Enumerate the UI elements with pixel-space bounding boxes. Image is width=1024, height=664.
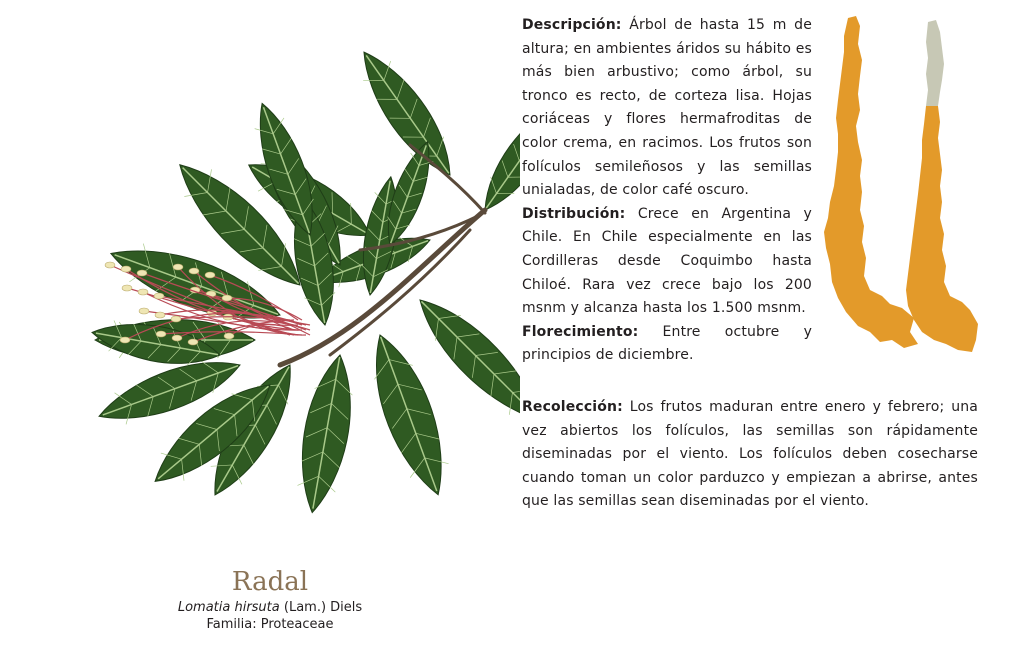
flower-bud bbox=[138, 289, 148, 295]
map-chile-distribution-right bbox=[906, 20, 978, 352]
flower-bud bbox=[137, 270, 147, 276]
flower-bud bbox=[171, 316, 181, 322]
chile-map-distribution-area bbox=[906, 106, 978, 352]
recoleccion-paragraph bbox=[522, 396, 978, 514]
flower-bud bbox=[105, 262, 115, 268]
flower-bud bbox=[155, 312, 165, 318]
map-chile-distribution-left bbox=[824, 16, 918, 348]
scientific-name: Lomatia hirsuta bbox=[177, 600, 280, 615]
leaf bbox=[472, 94, 520, 219]
leaf bbox=[291, 351, 361, 516]
flower-bud bbox=[224, 333, 234, 339]
flower-bud bbox=[189, 268, 199, 274]
flower-bud bbox=[188, 339, 198, 345]
distribucion-heading: Distribución: bbox=[522, 205, 626, 222]
flower-bud bbox=[120, 337, 130, 343]
flower-bud bbox=[121, 266, 131, 272]
descripcion-text: Árbol de hasta 15 m de altura; en ambientes áridos su hábito es más bien arbustivo; como árbol, su tronco es recto, de corteza lisa. Hojas coriáceas y flores hermafroditas de color crema, en racimos. Los frutos son folículos semileñosos y las semillas unialadas, de color café oscuro. bbox=[522, 17, 812, 199]
family-name: Familia: Proteaceae bbox=[206, 617, 334, 632]
flower-bud bbox=[205, 272, 215, 278]
flower-bud bbox=[122, 285, 132, 291]
scientific-name-line bbox=[120, 599, 420, 616]
chile-map-distribution-area bbox=[824, 16, 918, 348]
scientific-authority: (Lam.) Diels bbox=[283, 600, 363, 615]
species-caption bbox=[120, 565, 420, 633]
common-name: Radal bbox=[231, 567, 309, 597]
florecimiento-text: Entre octubre y principios de diciembre. bbox=[522, 323, 813, 364]
distribution-maps bbox=[818, 14, 983, 359]
plant-illustration bbox=[40, 35, 520, 555]
florecimiento-heading: Florecimiento: bbox=[522, 323, 639, 340]
chile-map-outside-range bbox=[926, 20, 944, 106]
descripcion-heading: Descripción: bbox=[522, 17, 622, 33]
florecimiento-paragraph bbox=[522, 321, 812, 368]
leaf bbox=[348, 41, 465, 186]
flower-bud bbox=[154, 293, 164, 299]
leaf bbox=[358, 327, 459, 502]
description-column bbox=[522, 14, 812, 368]
flower-bud bbox=[173, 264, 183, 270]
descripcion-paragraph bbox=[522, 14, 812, 203]
flower-bud bbox=[172, 335, 182, 341]
recoleccion-heading: Recolección: bbox=[522, 399, 623, 415]
flower-bud bbox=[222, 295, 232, 301]
flower-bud bbox=[139, 308, 149, 314]
flower-bud bbox=[156, 331, 166, 337]
recoleccion-column bbox=[522, 396, 978, 514]
distribucion-paragraph bbox=[522, 203, 812, 321]
distribucion-text: Crece en Argentina y Chile. En Chile especialmente en las Cordilleras desde Coquimbo hasta Chiloé. Rara vez crece bajo los 200 msnm y alcanza hasta los 1.500 msnm. bbox=[522, 205, 812, 317]
recoleccion-text: Los frutos maduran entre enero y febrero; una vez abiertos los folículos, las semillas son rápidamente diseminadas por el viento. Los folículos deben cosecharse cuando toman un color parduzco y empiezan a abrirse, antes que las semillas sean diseminadas por el viento. bbox=[522, 399, 978, 510]
